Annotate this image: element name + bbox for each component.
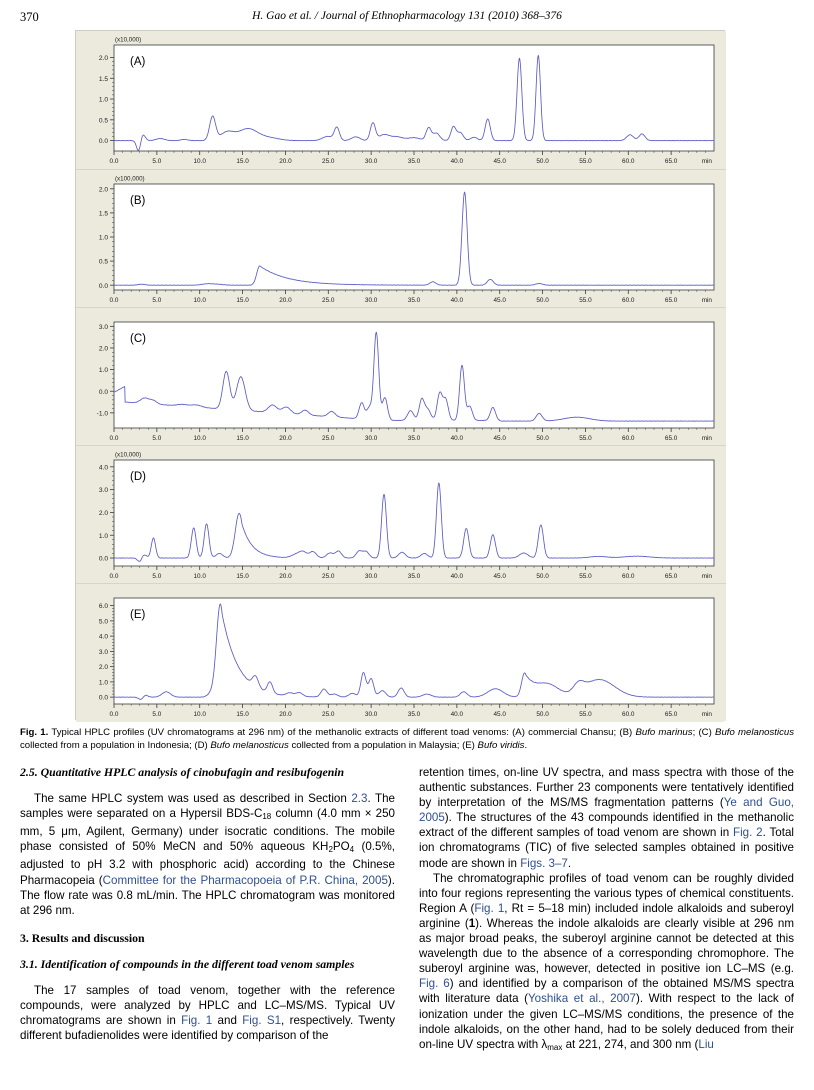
paragraph-right-b	[419, 871, 794, 1055]
svg-text:(C): (C)	[130, 333, 146, 345]
svg-text:55.0: 55.0	[579, 297, 592, 304]
svg-text:40.0: 40.0	[450, 573, 464, 580]
paragraph-right-a	[419, 765, 794, 871]
svg-text:(x10,000): (x10,000)	[115, 451, 142, 459]
body-right-column	[419, 765, 794, 1055]
pr-b-4: ) and identified by a comparison of the obtained MS/MS spectra with literature data (	[419, 977, 794, 1006]
svg-text:40.0: 40.0	[450, 297, 464, 304]
svg-text:15.0: 15.0	[236, 573, 249, 580]
svg-text:20.0: 20.0	[279, 297, 292, 304]
svg-text:60.0: 60.0	[622, 435, 635, 442]
svg-text:4.0: 4.0	[98, 633, 108, 641]
svg-text:2.0: 2.0	[98, 345, 108, 353]
cite-fig-1-region-a[interactable]: Fig. 1	[474, 901, 505, 915]
svg-text:50.0: 50.0	[536, 711, 549, 718]
svg-text:50.0: 50.0	[536, 435, 549, 442]
svg-text:40.0: 40.0	[450, 711, 464, 718]
svg-text:20.0: 20.0	[279, 435, 292, 442]
svg-text:15.0: 15.0	[236, 158, 249, 165]
svg-text:45.0: 45.0	[493, 573, 506, 580]
svg-text:0.0: 0.0	[109, 435, 119, 442]
cite-chinese-pharmacopoeia[interactable]: Committee for the Pharmacopoeia of P.R. China, 2005	[102, 873, 388, 887]
caption-text-5: .	[524, 739, 528, 751]
paragraph-2-5	[20, 791, 395, 918]
p25-f: ). The flow rate was 0.8 mL/min. The HPLC chromatogram was monitored at 296 nm.	[20, 873, 395, 917]
svg-text:15.0: 15.0	[236, 297, 249, 304]
svg-text:60.0: 60.0	[622, 158, 635, 165]
svg-text:2.0: 2.0	[98, 55, 108, 63]
svg-text:25.0: 25.0	[322, 158, 335, 165]
figure-caption-label: Fig. 1.	[20, 727, 49, 738]
cite-liu[interactable]: Liu	[698, 1037, 714, 1051]
svg-text:55.0: 55.0	[579, 573, 592, 580]
svg-text:65.0: 65.0	[664, 158, 678, 165]
section-heading-3-1: 3.1. Identification of compounds in the different toad venom samples	[20, 956, 355, 971]
p31-a: The 17 samples of toad venom, together with the reference compounds, were analyzed by HPLC and LC–MS/MS. Typical UV chromatograms are shown in	[20, 984, 395, 1028]
svg-text:35.0: 35.0	[407, 573, 421, 580]
svg-text:0.0: 0.0	[98, 138, 108, 146]
svg-text:60.0: 60.0	[622, 711, 635, 718]
p31-b: and	[212, 1014, 243, 1028]
p25-a: The same HPLC system was used as described in Section	[34, 792, 352, 806]
svg-text:10.0: 10.0	[193, 435, 206, 442]
paragraph-3-1	[20, 983, 395, 1043]
figure-1-chromatograms	[75, 30, 725, 720]
svg-text:50.0: 50.0	[536, 297, 549, 304]
svg-text:1.0: 1.0	[98, 679, 108, 687]
svg-text:35.0: 35.0	[407, 297, 421, 304]
svg-text:35.0: 35.0	[407, 158, 421, 165]
svg-text:0.0: 0.0	[98, 388, 108, 396]
svg-text:0.0: 0.0	[98, 694, 108, 702]
svg-text:0.5: 0.5	[98, 117, 108, 125]
p25-sub-4: 4	[349, 845, 355, 855]
caption-text-4: collected from a population in Malaysia; (E)	[288, 739, 478, 751]
running-title: H. Gao et al. / Journal of Ethnopharmacology 131 (2010) 368–376	[252, 10, 562, 22]
svg-text:5.0: 5.0	[152, 573, 162, 580]
svg-text:(A): (A)	[130, 56, 146, 68]
svg-text:(x10,000): (x10,000)	[115, 36, 142, 44]
svg-text:2.0: 2.0	[98, 510, 108, 518]
svg-text:2.0: 2.0	[98, 664, 108, 672]
svg-text:1.0: 1.0	[98, 532, 108, 540]
svg-text:30.0: 30.0	[364, 158, 378, 165]
p31-c: , respectively. Twenty different bufadienolides were identified by comparison of the	[20, 1014, 395, 1043]
cite-fig-1[interactable]: Fig. 1	[181, 1014, 213, 1028]
caption-text-1: Typical HPLC profiles (UV chromatograms at 296 nm) of the methanolic extracts of different toad venoms: (A) commercial Chansu; (B)	[48, 727, 636, 738]
chromatogram-panel-d	[76, 445, 726, 583]
svg-text:(D): (D)	[130, 471, 146, 483]
cite-fig-2[interactable]: Fig. 2	[733, 826, 763, 840]
svg-text:30.0: 30.0	[364, 297, 378, 304]
svg-text:0.0: 0.0	[109, 158, 119, 165]
svg-text:0.0: 0.0	[98, 555, 108, 563]
svg-text:25.0: 25.0	[322, 573, 335, 580]
page-number: 370	[20, 10, 39, 24]
cite-section-2-3[interactable]: 2.3	[351, 792, 368, 806]
svg-text:0.0: 0.0	[109, 573, 119, 580]
caption-species-3: Bufo melanosticus	[210, 739, 289, 751]
p25-b: . The samples were separated on a Hypersil BDS-C	[20, 792, 395, 821]
caption-text-3: collected from a population in Indonesia; (D)	[20, 739, 211, 751]
chromatogram-panel-c	[76, 307, 726, 445]
p25-sub-2: 2	[328, 845, 333, 855]
caption-species-2: Bufo melanosticus	[715, 727, 795, 738]
p25-e: (0.5%, adjusted to pH 3.2 with phosphoric acid) according to the Chinese Pharmacopeia (	[20, 840, 395, 887]
svg-text:25.0: 25.0	[322, 435, 335, 442]
svg-text:0.5: 0.5	[98, 258, 108, 266]
pr-a-2: ). The structures of the 43 compounds identified in the methanolic extract of the different samples of toad venom are shown in	[419, 811, 794, 840]
svg-text:20.0: 20.0	[279, 573, 292, 580]
svg-text:10.0: 10.0	[193, 158, 206, 165]
svg-text:15.0: 15.0	[236, 711, 249, 718]
svg-text:3.0: 3.0	[98, 323, 108, 331]
body-left-column	[20, 765, 395, 1043]
svg-text:min: min	[701, 711, 712, 718]
cite-fig-s1[interactable]: Fig. S1	[242, 1014, 282, 1028]
svg-text:55.0: 55.0	[579, 158, 592, 165]
svg-text:1.0: 1.0	[98, 96, 108, 104]
svg-text:6.0: 6.0	[98, 603, 108, 611]
svg-text:3.0: 3.0	[98, 648, 108, 656]
svg-text:(B): (B)	[130, 195, 146, 207]
svg-text:(x100,000): (x100,000)	[115, 175, 145, 183]
svg-text:65.0: 65.0	[664, 297, 678, 304]
svg-text:4.0: 4.0	[98, 464, 108, 472]
svg-text:min: min	[701, 435, 712, 442]
pr-a-1: retention times, on-line UV spectra, and mass spectra with those of the authentic substances. Further 23 components were tentatively identified by interpretation of the MS/MS fragmentation patterns (	[419, 766, 794, 810]
svg-text:3.0: 3.0	[98, 487, 108, 495]
svg-text:5.0: 5.0	[152, 158, 162, 165]
p25-c: column (4.0 mm × 250 mm, 5 μm, Agilent, Germany) under isocratic conditions. The mobile phase consisted of 50% MeCN and 50% aqueous KH	[20, 807, 396, 854]
pr-a-3: . Total ion chromatograms (TIC) of five selected samples obtained in positive mode are shown in	[419, 826, 794, 870]
svg-text:35.0: 35.0	[407, 711, 421, 718]
svg-text:-1.0: -1.0	[96, 410, 108, 418]
figure-caption	[20, 727, 794, 752]
pr-b-3: ). Whereas the indole alkaloids are clearly visible at 296 nm as major broad peaks, the suberoyl arginine cannot be detected at this wavelength due to the absence of a corresponding chromophore. The suberoyl arginine was, however, detected in positive ion LC–MS (e.g.	[419, 916, 795, 976]
svg-text:5.0: 5.0	[152, 711, 162, 718]
chromatogram-panel-b	[76, 169, 726, 307]
caption-text-2: ; (C)	[692, 727, 716, 738]
svg-text:55.0: 55.0	[579, 435, 592, 442]
svg-text:1.0: 1.0	[98, 234, 108, 242]
caption-species-1: Bufo marinus	[635, 727, 693, 738]
compound-number-1: 1	[468, 916, 476, 930]
svg-text:65.0: 65.0	[664, 573, 678, 580]
pr-a-4: .	[567, 856, 572, 870]
svg-text:0.0: 0.0	[109, 297, 119, 304]
svg-text:30.0: 30.0	[364, 711, 378, 718]
pr-b-2: , Rt = 5–18 min) included indole alkaloids and suberoyl arginine (	[419, 901, 794, 930]
svg-text:60.0: 60.0	[622, 297, 635, 304]
cite-ye-guo-2005[interactable]: Ye and Guo, 2005	[419, 796, 794, 825]
svg-text:30.0: 30.0	[364, 573, 378, 580]
svg-text:25.0: 25.0	[322, 297, 335, 304]
svg-text:55.0: 55.0	[579, 711, 592, 718]
cite-figs-3-7[interactable]: Figs. 3–7	[520, 856, 568, 870]
svg-text:0.0: 0.0	[98, 282, 108, 290]
svg-text:45.0: 45.0	[493, 297, 506, 304]
svg-text:2.0: 2.0	[98, 186, 108, 194]
p25-sub-18: 18	[262, 812, 272, 822]
svg-text:40.0: 40.0	[450, 158, 464, 165]
svg-text:20.0: 20.0	[279, 158, 292, 165]
svg-text:1.5: 1.5	[98, 75, 108, 83]
svg-text:65.0: 65.0	[664, 435, 678, 442]
svg-text:min: min	[701, 573, 712, 580]
running-head	[0, 10, 814, 28]
pr-b-5: ). With respect to the lack of ionization under the given LC–MS/MS conditions, the presence of the indole alkaloids, on the other hand, had to be solely deduced from their on-line UV spectra with λ	[419, 992, 794, 1051]
chromatogram-panel-e	[76, 583, 726, 721]
svg-text:25.0: 25.0	[322, 711, 335, 718]
svg-text:5.0: 5.0	[152, 435, 162, 442]
svg-text:1.5: 1.5	[98, 210, 108, 218]
svg-text:5.0: 5.0	[152, 297, 162, 304]
svg-text:20.0: 20.0	[279, 711, 292, 718]
cite-fig-6[interactable]: Fig. 6	[419, 977, 450, 991]
svg-text:35.0: 35.0	[407, 435, 421, 442]
spacer-1	[20, 918, 395, 931]
svg-text:45.0: 45.0	[493, 158, 506, 165]
svg-text:0.0: 0.0	[109, 711, 119, 718]
svg-text:min: min	[701, 297, 712, 304]
svg-text:50.0: 50.0	[536, 573, 549, 580]
caption-species-4: Bufo viridis	[477, 739, 525, 751]
section-heading-3: 3. Results and discussion	[20, 930, 145, 945]
svg-text:10.0: 10.0	[193, 711, 206, 718]
svg-text:40.0: 40.0	[450, 435, 464, 442]
svg-text:45.0: 45.0	[493, 435, 506, 442]
svg-text:min: min	[701, 158, 712, 165]
svg-text:30.0: 30.0	[364, 435, 378, 442]
svg-text:5.0: 5.0	[98, 618, 108, 626]
pr-b-6: at 221, 274, and 300 nm (	[562, 1037, 699, 1051]
pr-b-1: The chromatographic profiles of toad venom can be roughly divided into four regions representing the various types of chemical constituents. Region A (	[419, 871, 794, 915]
lambda-max-sub: max	[547, 1042, 563, 1052]
cite-yoshika-2007[interactable]: Yoshika et al., 2007	[528, 992, 636, 1006]
svg-text:45.0: 45.0	[493, 711, 506, 718]
svg-text:65.0: 65.0	[664, 711, 678, 718]
svg-text:1.0: 1.0	[98, 367, 108, 375]
section-heading-2-5: 2.5. Quantitative HPLC analysis of cinobufagin and resibufogenin	[20, 765, 345, 779]
svg-text:10.0: 10.0	[193, 297, 206, 304]
svg-text:10.0: 10.0	[193, 573, 206, 580]
svg-text:50.0: 50.0	[536, 158, 549, 165]
svg-text:15.0: 15.0	[236, 435, 249, 442]
svg-text:60.0: 60.0	[622, 573, 635, 580]
svg-text:(E): (E)	[130, 609, 146, 621]
p25-d: PO	[332, 840, 350, 854]
chromatogram-panel-a	[76, 31, 726, 169]
